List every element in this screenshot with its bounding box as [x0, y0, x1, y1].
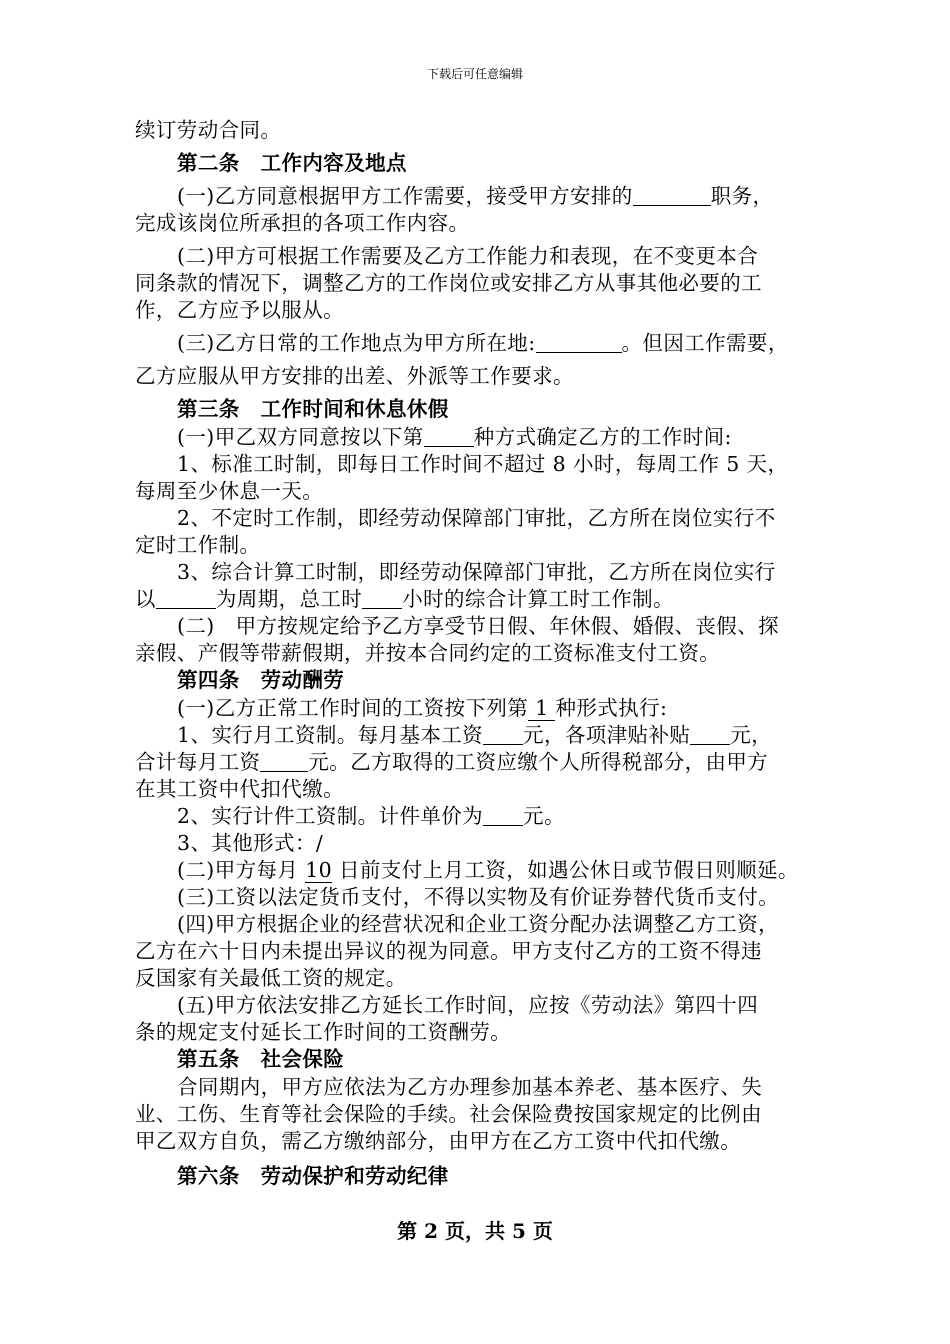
- wage-form-value: 1: [528, 696, 556, 720]
- paragraph-line: 每周至少休息一天。: [135, 479, 324, 503]
- paragraph-line: (二)甲方每月 10 日前支付上月工资，如遇公休日或节假日则顺延。: [177, 858, 799, 882]
- section-heading-6: 第六条 劳动保护和劳动纪律: [177, 1164, 449, 1188]
- paragraph-line: 乙方应服从甲方安排的出差、外派等工作要求。: [135, 364, 574, 388]
- blank-hours: [362, 588, 402, 609]
- page-header: 下载后可任意编辑: [426, 67, 523, 81]
- document-body: [135, 117, 835, 1191]
- blank-allowance: [690, 724, 730, 745]
- paragraph-line: 合同期内，甲方应依法为乙方办理参加基本养老、基本医疗、失: [177, 1075, 763, 1099]
- paragraph-line: 亲假、产假等带薪假期，并按本合同约定的工资标准支付工资。: [135, 641, 721, 665]
- section-heading-5: 第五条 社会保险: [177, 1047, 345, 1071]
- paragraph-line: 3、其他形式：/: [177, 831, 324, 855]
- section-heading-2: 第二条 工作内容及地点: [177, 151, 407, 175]
- paragraph-line: (五)甲方依法安排乙方延长工作时间，应按《劳动法》第四十四: [177, 993, 759, 1017]
- paragraph-line: (三)工资以法定货币支付，不得以实物及有价证券替代货币支付。: [177, 885, 779, 909]
- paragraph-line: 乙方在六十日内未提出异议的视为同意。甲方支付乙方的工资不得违: [135, 939, 762, 963]
- section-heading-3: 第三条 工作时间和休息休假: [177, 397, 449, 421]
- paragraph-line: (三)乙方日常的工作地点为甲方所在地: 。但因工作需要，: [177, 331, 789, 355]
- section-heading-4: 第四条 劳动酬劳: [177, 668, 345, 692]
- paragraph-line: 完成该岗位所承担的各项工作内容。: [135, 211, 470, 235]
- paragraph-line: 条的规定支付延长工作时间的工资酬劳。: [135, 1020, 512, 1044]
- paragraph-line: 3、综合计算工时制，即经劳动保障部门审批，乙方所在岗位实行: [177, 560, 776, 584]
- paragraph-line: 合计每月工资 元。乙方取得的工资应缴个人所得税部分，由甲方: [135, 750, 769, 774]
- paragraph-line: (一)甲乙双方同意按以下第 种方式确定乙方的工作时间:: [177, 425, 732, 449]
- paragraph-line: 2、不定时工作制，即经劳动保障部门审批，乙方所在岗位实行不: [177, 506, 776, 530]
- blank-position: [633, 185, 711, 206]
- blank-base-wage: [483, 724, 523, 745]
- paragraph-line: (二) 甲方按规定给予乙方享受节日假、年休假、婚假、丧假、探: [177, 614, 779, 638]
- paragraph-line: 在其工资中代扣代缴。: [135, 777, 344, 801]
- paragraph-line: 定时工作制。: [135, 533, 261, 557]
- paragraph-line: 同条款的情况下，调整乙方的工作岗位或安排乙方从事其他必要的工: [135, 271, 762, 295]
- paragraph-line: (一)乙方同意根据甲方工作需要，接受甲方安排的 职务，: [177, 184, 774, 208]
- paragraph-line: 甲乙双方自负，需乙方缴纳部分，由甲方在乙方工资中代扣代缴。: [135, 1129, 742, 1153]
- paragraph-line: 反国家有关最低工资的规定。: [135, 966, 407, 990]
- paragraph-line: (二)甲方可根据工作需要及乙方工作能力和表现，在不变更本合: [177, 244, 759, 268]
- blank-total-wage: [260, 751, 308, 772]
- blank-period: [156, 588, 216, 609]
- paragraph-line: 1、标准工时制，即每日工作时间不超过 8 小时，每周工作 5 天，: [177, 452, 789, 476]
- paragraph-line: 2、实行计件工资制。计件单价为 元。: [177, 804, 565, 828]
- paragraph-line: 续订劳动合同。: [135, 118, 282, 142]
- paragraph-line: 作，乙方应予以服从。: [135, 298, 344, 322]
- paragraph-line: (四)甲方根据企业的经营状况和企业工资分配办法调整乙方工资，: [177, 912, 779, 936]
- blank-method: [424, 426, 474, 447]
- blank-location: [536, 332, 622, 353]
- paragraph-line: 以 为周期，总工时 小时的综合计算工时工作制。: [135, 587, 674, 611]
- blank-piece-rate: [483, 805, 523, 826]
- paragraph-line: 1、实行月工资制。每月基本工资 元，各项津贴补贴 元，: [177, 723, 773, 747]
- page-footer: 第 2 页，共 5 页: [397, 1219, 553, 1243]
- pay-day-value: 10: [305, 858, 333, 882]
- paragraph-line: 业、工伤、生育等社会保险的手续。社会保险费按国家规定的比例由: [135, 1102, 762, 1126]
- paragraph-line: (一)乙方正常工作时间的工资按下列第 1 种形式执行:: [177, 696, 668, 720]
